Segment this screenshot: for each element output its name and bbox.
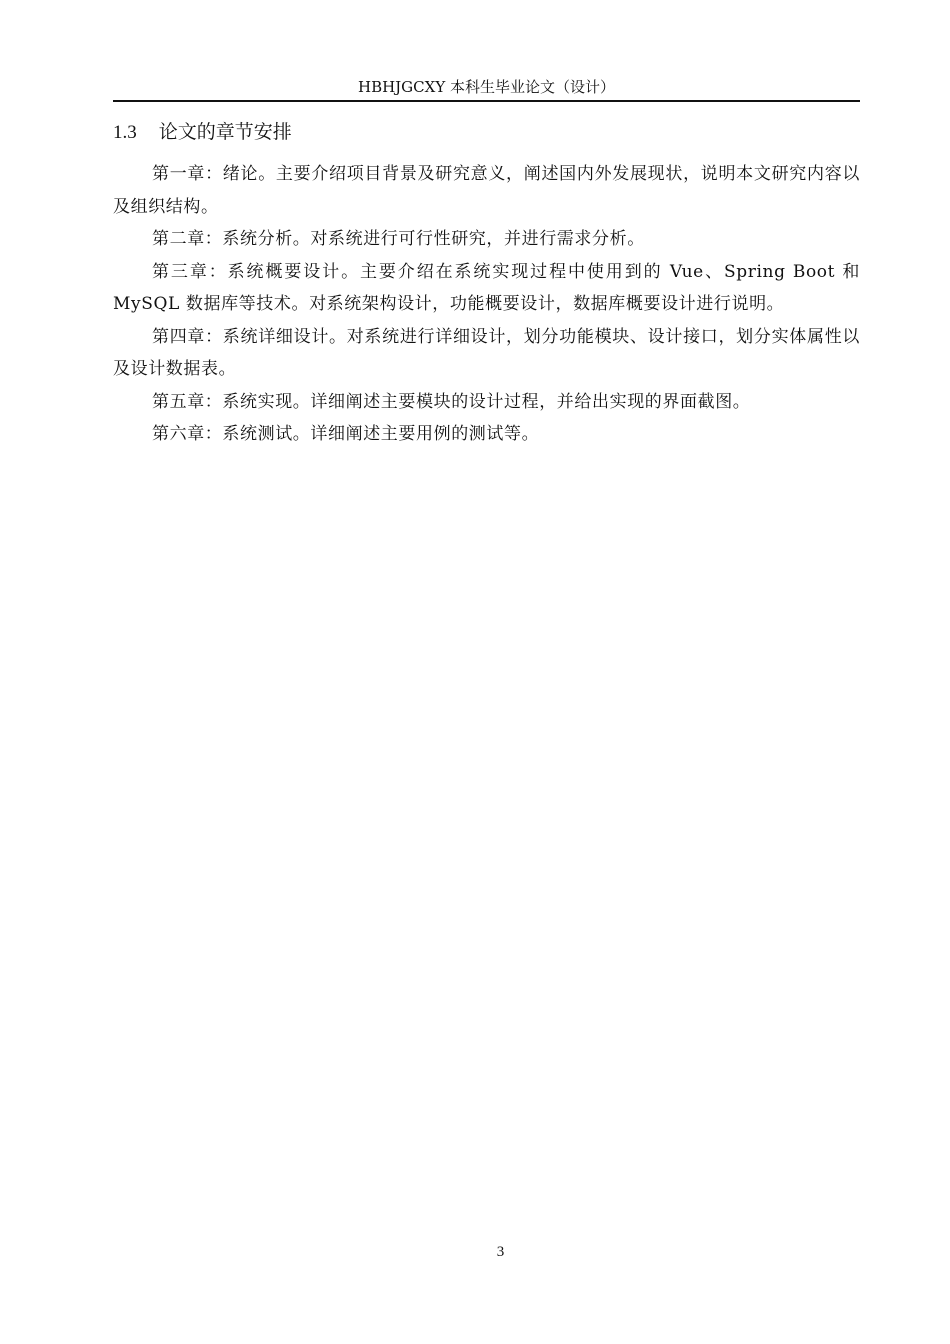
section-number: 1.3: [113, 122, 137, 143]
section-title: 论文的章节安排: [158, 121, 292, 143]
running-header: HBHJGCXY 本科生毕业论文（设计）: [357, 78, 615, 96]
header-rule: [113, 100, 860, 102]
paragraph-chapter-6: 第六章：系统测试。详细阐述主要用例的测试等。: [152, 424, 540, 444]
page-number: 3: [496, 1244, 505, 1260]
paragraph-chapter-2: 第二章：系统分析。对系统进行可行性研究，并进行需求分析。: [152, 229, 645, 249]
body-text: [113, 158, 860, 451]
paragraph-chapter-3: 第三章：系统概要设计。主要介绍在系统实现过程中使用到的 Vue、Spring Boot 和 MySQL 数据库等技术。对系统架构设计，功能概要设计，数据库概要设计进行说明。: [113, 261, 860, 314]
section-heading: [113, 118, 860, 147]
paragraph-chapter-1: 第一章：绪论。主要介绍项目背景及研究意义，阐述国内外发展现状，说明本文研究内容以及组织结构。: [113, 164, 860, 217]
paragraph-chapter-5: 第五章：系统实现。详细阐述主要模块的设计过程，并给出实现的界面截图。: [152, 391, 751, 412]
paragraph-chapter-4: 第四章：系统详细设计。对系统进行详细设计，划分功能模块、设计接口，划分实体属性以及设计数据表。: [113, 326, 860, 379]
